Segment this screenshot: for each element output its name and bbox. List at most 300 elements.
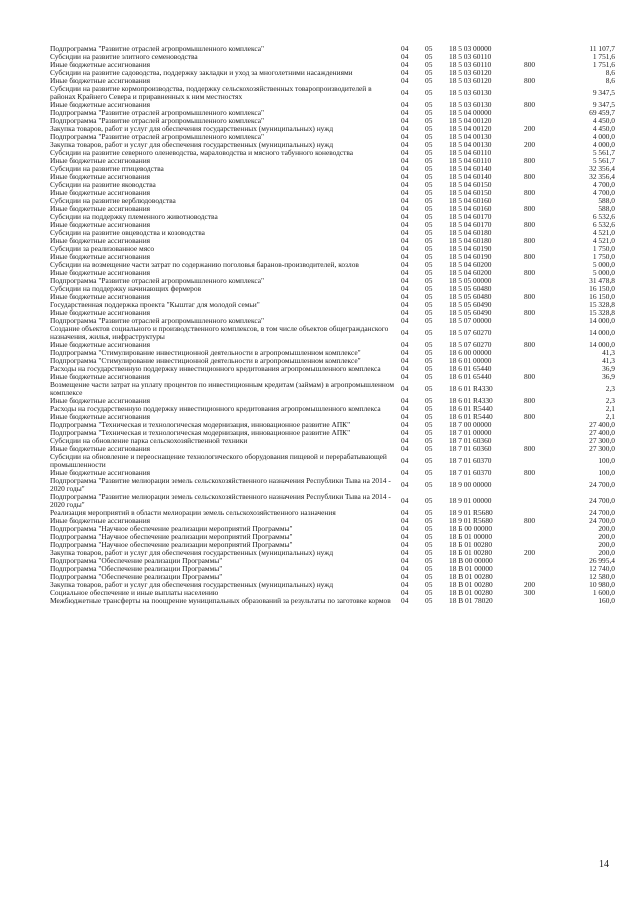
subsection-code-cell: 05 xyxy=(425,364,433,373)
amount-cell: 15 328,8 xyxy=(589,300,615,309)
section-code-cell: 04 xyxy=(401,100,409,109)
target-article-cell: 18 5 04 60200 xyxy=(449,268,492,277)
subsection-code-cell: 05 xyxy=(425,316,433,325)
expense-type-cell xyxy=(524,85,559,101)
amount-cell: 4 000,0 xyxy=(592,132,615,141)
section-code-cell: 04 xyxy=(401,496,409,505)
section-code-cell: 04 xyxy=(401,396,409,405)
section-code-cell: 04 xyxy=(401,172,409,181)
subsection-code-cell: 05 xyxy=(425,236,433,245)
expense-name-cell: Субсидии на развитие птицеводства xyxy=(50,164,164,173)
expense-type-cell xyxy=(524,565,559,573)
section-code-cell: 04 xyxy=(401,348,409,357)
amount-cell: 24 700,0 xyxy=(589,480,615,489)
target-article-cell: 18 5 03 60130 xyxy=(449,88,492,97)
target-article-cell: 18 Б 00 00000 xyxy=(449,524,493,533)
target-article-cell: 18 5 05 60490 xyxy=(449,308,492,317)
expense-type-cell: 800 xyxy=(524,340,536,349)
expense-name-cell: Расходы на государственную поддержку инвестиционного кредитования агропромышленного комплекса xyxy=(50,364,381,373)
subsection-code-cell: 05 xyxy=(425,428,433,437)
section-code-cell: 04 xyxy=(401,420,409,429)
target-article-cell: 18 5 04 60180 xyxy=(449,228,492,237)
target-article-cell: 18 5 04 00000 xyxy=(449,108,492,117)
target-article-cell: 18 6 01 R4330 xyxy=(449,384,493,393)
amount-cell: 100,0 xyxy=(598,456,615,465)
section-code-cell: 04 xyxy=(401,356,409,365)
section-code-cell: 04 xyxy=(401,516,409,525)
expense-name-cell: Иные бюджетные ассигнования xyxy=(50,516,151,525)
budget-table xyxy=(50,45,615,605)
subsection-code-cell: 05 xyxy=(425,88,433,97)
subsection-code-cell: 05 xyxy=(425,196,433,205)
expense-type-cell: 800 xyxy=(524,236,536,245)
expense-type-cell xyxy=(524,597,559,605)
amount-cell: 1 750,0 xyxy=(592,252,615,261)
amount-cell: 24 700,0 xyxy=(589,508,615,517)
expense-name-cell: Подпрограмма "Развитие отраслей агропромышленного комплекса" xyxy=(50,44,265,53)
expense-name-cell: Иные бюджетные ассигнования xyxy=(50,204,151,213)
subsection-code-cell: 05 xyxy=(425,456,433,465)
subsection-code-cell: 05 xyxy=(425,516,433,525)
section-code-cell: 04 xyxy=(401,220,409,229)
target-article-cell: 18 5 04 60140 xyxy=(449,172,492,181)
target-article-cell: 18 5 07 00000 xyxy=(449,316,492,325)
subsection-code-cell: 05 xyxy=(425,132,433,141)
amount-cell: 27 300,0 xyxy=(589,436,615,445)
expense-name-cell: Подпрограмма "Обеспечение реализации Программы" xyxy=(50,572,223,581)
section-code-cell: 04 xyxy=(401,140,409,149)
target-article-cell: 18 7 01 60360 xyxy=(449,436,492,445)
amount-cell: 200,0 xyxy=(598,524,615,533)
expense-type-cell xyxy=(524,525,559,533)
section-code-cell: 04 xyxy=(401,124,409,133)
amount-cell: 4 521,0 xyxy=(592,228,615,237)
section-code-cell: 04 xyxy=(401,548,409,557)
subsection-code-cell: 05 xyxy=(425,300,433,309)
section-code-cell: 04 xyxy=(401,268,409,277)
section-code-cell: 04 xyxy=(401,44,409,53)
subsection-code-cell: 05 xyxy=(425,580,433,589)
expense-name-cell: Субсидии на развитие кормопроизводства, поддержку сельскохозяйственных товаропроизводителей в районах Крайнего Севера и приравненных к ним местностях xyxy=(50,84,372,101)
target-article-cell: 18 6 00 00000 xyxy=(449,348,492,357)
expense-name-cell: Подпрограмма "Развитие мелиорации земель сельскохозяйственного назначения Республики Тыва на 2014 - 2020 годы" xyxy=(50,492,391,509)
target-article-cell: 18 5 03 60110 xyxy=(449,60,492,69)
expense-type-cell: 200 xyxy=(524,124,536,133)
target-article-cell: 18 5 04 60140 xyxy=(449,164,492,173)
expense-name-cell: Подпрограмма "Научное обеспечение реализации мероприятий Программы" xyxy=(50,540,293,549)
amount-cell: 4 000,0 xyxy=(592,140,615,149)
expense-name-cell: Субсидии на поддержку племенного животноводства xyxy=(50,212,218,221)
expense-name-cell: Закупка товаров, работ и услуг для обеспечения государственных (муниципальных) нужд xyxy=(50,124,334,133)
expense-type-cell xyxy=(524,493,559,509)
table-row xyxy=(50,477,615,493)
subsection-code-cell: 05 xyxy=(425,496,433,505)
section-code-cell: 04 xyxy=(401,180,409,189)
section-code-cell: 04 xyxy=(401,524,409,533)
expense-name-cell: Иные бюджетные ассигнования xyxy=(50,308,151,317)
target-article-cell: 18 7 00 00000 xyxy=(449,420,492,429)
target-article-cell: 18 5 03 60120 xyxy=(449,76,492,85)
amount-cell: 6 532,6 xyxy=(592,212,615,221)
amount-cell: 69 459,7 xyxy=(589,108,615,117)
amount-cell: 5 000,0 xyxy=(592,260,615,269)
amount-cell: 2,1 xyxy=(605,412,615,421)
section-code-cell: 04 xyxy=(401,76,409,85)
target-article-cell: 18 5 04 00120 xyxy=(449,116,492,125)
subsection-code-cell: 05 xyxy=(425,276,433,285)
section-code-cell: 04 xyxy=(401,308,409,317)
subsection-code-cell: 05 xyxy=(425,188,433,197)
section-code-cell: 04 xyxy=(401,428,409,437)
expense-name-cell: Иные бюджетные ассигнования xyxy=(50,100,151,109)
expense-name-cell: Субсидии на возмещение части затрат по содержанию поголовья баранов-производителей, козлов xyxy=(50,260,359,269)
section-code-cell: 04 xyxy=(401,456,409,465)
expense-type-cell: 800 xyxy=(524,172,536,181)
expense-type-cell: 800 xyxy=(524,516,536,525)
amount-cell: 4 521,0 xyxy=(592,236,615,245)
amount-cell: 8,6 xyxy=(605,68,615,77)
subsection-code-cell: 05 xyxy=(425,220,433,229)
subsection-code-cell: 05 xyxy=(425,252,433,261)
expense-name-cell: Субсидии на развитие верблюдоводства xyxy=(50,196,176,205)
target-article-cell: 18 9 01 R5680 xyxy=(449,508,493,517)
expense-type-cell: 800 xyxy=(524,412,536,421)
expense-name-cell: Субсидии на обновление и переоснащение технологического оборудования пищевой и перерабатывающей промышленности xyxy=(50,452,387,469)
expense-type-cell xyxy=(524,477,559,493)
target-article-cell: 18 5 04 60150 xyxy=(449,188,492,197)
section-code-cell: 04 xyxy=(401,588,409,597)
expense-type-cell: 200 xyxy=(524,580,536,589)
subsection-code-cell: 05 xyxy=(425,412,433,421)
expense-name-cell: Подпрограмма "Развитие отраслей агропромышленного комплекса" xyxy=(50,316,265,325)
subsection-code-cell: 05 xyxy=(425,244,433,253)
target-article-cell: 18 5 04 60190 xyxy=(449,252,492,261)
subsection-code-cell: 05 xyxy=(425,436,433,445)
section-code-cell: 04 xyxy=(401,148,409,157)
target-article-cell: 18 6 01 00000 xyxy=(449,356,492,365)
expense-name-cell: Иные бюджетные ассигнования xyxy=(50,60,151,69)
expense-name-cell: Закупка товаров, работ и услуг для обеспечения государственных (муниципальных) нужд xyxy=(50,548,334,557)
amount-cell: 9 347,5 xyxy=(592,100,615,109)
budget-table-body xyxy=(50,45,615,605)
expense-type-cell xyxy=(524,277,559,285)
section-code-cell: 04 xyxy=(401,480,409,489)
subsection-code-cell: 05 xyxy=(425,124,433,133)
expense-name-cell: Субсидии на развитие элитного семеноводства xyxy=(50,52,198,61)
target-article-cell: 18 5 04 00130 xyxy=(449,140,492,149)
amount-cell: 2,3 xyxy=(605,384,615,393)
section-code-cell: 04 xyxy=(401,108,409,117)
expense-type-cell: 800 xyxy=(524,372,536,381)
target-article-cell: 18 В 01 78020 xyxy=(449,596,493,605)
amount-cell: 200,0 xyxy=(598,532,615,541)
amount-cell: 5 561,7 xyxy=(592,148,615,157)
expense-name-cell: Субсидии на развитие яководства xyxy=(50,180,156,189)
target-article-cell: 18 6 01 R5440 xyxy=(449,412,493,421)
table-row xyxy=(50,597,615,605)
expense-type-cell xyxy=(524,109,559,117)
subsection-code-cell: 05 xyxy=(425,212,433,221)
expense-name-cell: Подпрограмма "Стимулирование инвестиционной деятельности в агропромышленном комплексе" xyxy=(50,356,361,365)
expense-type-cell: 800 xyxy=(524,220,536,229)
target-article-cell: 18 5 05 60490 xyxy=(449,300,492,309)
expense-type-cell: 800 xyxy=(524,252,536,261)
amount-cell: 27 300,0 xyxy=(589,444,615,453)
expense-name-cell: Иные бюджетные ассигнования xyxy=(50,444,151,453)
expense-type-cell xyxy=(524,357,559,365)
target-article-cell: 18 В 00 00000 xyxy=(449,556,493,565)
expense-name-cell: Субсидии за реализованное мясо xyxy=(50,244,155,253)
subsection-code-cell: 05 xyxy=(425,372,433,381)
expense-name-cell: Подпрограмма "Развитие мелиорации земель сельскохозяйственного назначения Республики Тыва на 2014 - 2020 годы" xyxy=(50,476,391,493)
amount-cell: 4 450,0 xyxy=(592,116,615,125)
subsection-code-cell: 05 xyxy=(425,44,433,53)
budget-table-page xyxy=(50,45,615,605)
expense-type-cell xyxy=(524,421,559,429)
amount-cell: 4 700,0 xyxy=(592,180,615,189)
amount-cell: 4 450,0 xyxy=(592,124,615,133)
expense-name-cell: Возмещение части затрат на уплату процентов по инвестиционным кредитам (займам) в агропромышленном комплексе xyxy=(50,380,395,397)
target-article-cell: 18 Б 01 00000 xyxy=(449,532,493,541)
amount-cell: 588,0 xyxy=(598,196,615,205)
expense-name-cell: Подпрограмма "Развитие отраслей агропромышленного комплекса" xyxy=(50,108,265,117)
amount-cell: 24 700,0 xyxy=(589,496,615,505)
subsection-code-cell: 05 xyxy=(425,564,433,573)
subsection-code-cell: 05 xyxy=(425,508,433,517)
subsection-code-cell: 05 xyxy=(425,340,433,349)
expense-name-cell: Иные бюджетные ассигнования xyxy=(50,268,151,277)
target-article-cell: 18 5 04 60170 xyxy=(449,220,492,229)
expense-type-cell: 800 xyxy=(524,468,536,477)
section-code-cell: 04 xyxy=(401,580,409,589)
target-article-cell: 18 5 04 60110 xyxy=(449,148,492,157)
target-article-cell: 18 5 04 00130 xyxy=(449,132,492,141)
amount-cell: 24 700,0 xyxy=(589,516,615,525)
expense-name-cell: Иные бюджетные ассигнования xyxy=(50,340,151,349)
expense-name-cell: Подпрограмма "Техническая и технологическая модернизация, инновационное развитие АПК" xyxy=(50,428,351,437)
target-article-cell: 18 5 04 60190 xyxy=(449,244,492,253)
section-code-cell: 04 xyxy=(401,236,409,245)
target-article-cell: 18 Б 01 00280 xyxy=(449,548,493,557)
amount-cell: 12 740,0 xyxy=(589,564,615,573)
target-article-cell: 18 5 04 60110 xyxy=(449,156,492,165)
target-article-cell: 18 5 04 60180 xyxy=(449,236,492,245)
section-code-cell: 04 xyxy=(401,572,409,581)
amount-cell: 14 000,0 xyxy=(589,316,615,325)
section-code-cell: 04 xyxy=(401,156,409,165)
subsection-code-cell: 05 xyxy=(425,108,433,117)
expense-name-cell: Подпрограмма "Обеспечение реализации Программы" xyxy=(50,564,223,573)
table-row xyxy=(50,381,615,397)
expense-type-cell xyxy=(524,381,559,397)
page-number: 14 xyxy=(599,859,609,870)
expense-type-cell: 200 xyxy=(524,140,536,149)
target-article-cell: 18 5 03 60130 xyxy=(449,100,492,109)
expense-type-cell: 800 xyxy=(524,188,536,197)
amount-cell: 160,0 xyxy=(598,596,615,605)
expense-type-cell: 800 xyxy=(524,156,536,165)
amount-cell: 27 400,0 xyxy=(589,428,615,437)
target-article-cell: 18 В 01 00280 xyxy=(449,580,493,589)
expense-name-cell: Социальное обеспечение и иные выплаты населению xyxy=(50,588,219,597)
subsection-code-cell: 05 xyxy=(425,76,433,85)
target-article-cell: 18 9 01 00000 xyxy=(449,496,492,505)
section-code-cell: 04 xyxy=(401,556,409,565)
expense-type-cell: 300 xyxy=(524,588,536,597)
target-article-cell: 18 5 04 60170 xyxy=(449,212,492,221)
expense-type-cell xyxy=(524,325,559,341)
subsection-code-cell: 05 xyxy=(425,556,433,565)
section-code-cell: 04 xyxy=(401,284,409,293)
expense-name-cell: Подпрограмма "Развитие отраслей агропромышленного комплекса" xyxy=(50,132,265,141)
amount-cell: 41,3 xyxy=(602,348,615,357)
subsection-code-cell: 05 xyxy=(425,60,433,69)
target-article-cell: 18 7 01 60360 xyxy=(449,444,492,453)
target-article-cell: 18 6 01 R4330 xyxy=(449,396,493,405)
section-code-cell: 04 xyxy=(401,188,409,197)
target-article-cell: 18 В 01 00280 xyxy=(449,572,493,581)
amount-cell: 26 995,4 xyxy=(589,556,615,565)
expense-name-cell: Иные бюджетные ассигнования xyxy=(50,468,151,477)
subsection-code-cell: 05 xyxy=(425,52,433,61)
target-article-cell: 18 5 07 60270 xyxy=(449,340,492,349)
target-article-cell: 18 5 07 60270 xyxy=(449,328,492,337)
expense-type-cell xyxy=(524,317,559,325)
section-code-cell: 04 xyxy=(401,52,409,61)
amount-cell: 9 347,5 xyxy=(592,88,615,97)
expense-type-cell: 800 xyxy=(524,60,536,69)
expense-type-cell xyxy=(524,557,559,565)
expense-name-cell: Государственная поддержка проекта "Кыштаг для молодой семьи" xyxy=(50,300,260,309)
amount-cell: 32 356,4 xyxy=(589,172,615,181)
subsection-code-cell: 05 xyxy=(425,468,433,477)
expense-name-cell: Иные бюджетные ассигнования xyxy=(50,236,151,245)
expense-name-cell: Расходы на государственную поддержку инвестиционного кредитования агропромышленного комплекса xyxy=(50,404,381,413)
table-row xyxy=(50,493,615,509)
expense-name-cell: Закупка товаров, работ и услуг для обеспечения государственных (муниципальных) нужд xyxy=(50,580,334,589)
section-code-cell: 04 xyxy=(401,540,409,549)
subsection-code-cell: 05 xyxy=(425,284,433,293)
target-article-cell: 18 5 04 60160 xyxy=(449,204,492,213)
amount-cell: 11 107,7 xyxy=(589,44,615,53)
expense-type-cell: 800 xyxy=(524,444,536,453)
amount-cell: 100,0 xyxy=(598,468,615,477)
section-code-cell: 04 xyxy=(401,292,409,301)
section-code-cell: 04 xyxy=(401,436,409,445)
target-article-cell: 18 5 04 00120 xyxy=(449,124,492,133)
subsection-code-cell: 05 xyxy=(425,480,433,489)
section-code-cell: 04 xyxy=(401,252,409,261)
subsection-code-cell: 05 xyxy=(425,156,433,165)
amount-cell: 2,1 xyxy=(605,404,615,413)
subsection-code-cell: 05 xyxy=(425,172,433,181)
amount-cell: 41,3 xyxy=(602,356,615,365)
subsection-code-cell: 05 xyxy=(425,204,433,213)
subsection-code-cell: 05 xyxy=(425,116,433,125)
section-code-cell: 04 xyxy=(401,532,409,541)
amount-cell: 1 751,6 xyxy=(592,52,615,61)
expense-type-cell: 800 xyxy=(524,292,536,301)
target-article-cell: 18 5 04 60200 xyxy=(449,260,492,269)
section-code-cell: 04 xyxy=(401,132,409,141)
subsection-code-cell: 05 xyxy=(425,420,433,429)
amount-cell: 36,9 xyxy=(602,364,615,373)
subsection-code-cell: 05 xyxy=(425,228,433,237)
section-code-cell: 04 xyxy=(401,88,409,97)
section-code-cell: 04 xyxy=(401,316,409,325)
expense-type-cell xyxy=(524,45,559,53)
expense-type-cell xyxy=(524,453,559,469)
expense-name-cell: Подпрограмма "Научное обеспечение реализации мероприятий Программы" xyxy=(50,524,293,533)
expense-name-cell: Реализация мероприятий в области мелиорации земель сельскохозяйственного назначения xyxy=(50,508,336,517)
section-code-cell: 04 xyxy=(401,412,409,421)
subsection-code-cell: 05 xyxy=(425,100,433,109)
amount-cell: 588,0 xyxy=(598,204,615,213)
target-article-cell: 18 5 05 60480 xyxy=(449,292,492,301)
section-code-cell: 04 xyxy=(401,372,409,381)
amount-cell: 1 600,0 xyxy=(592,588,615,597)
subsection-code-cell: 05 xyxy=(425,180,433,189)
subsection-code-cell: 05 xyxy=(425,404,433,413)
amount-cell: 4 700,0 xyxy=(592,188,615,197)
expense-name-cell: Подпрограмма "Техническая и технологическая модернизация, инновационное развитие АПК" xyxy=(50,420,351,429)
target-article-cell: 18 5 05 60480 xyxy=(449,284,492,293)
section-code-cell: 04 xyxy=(401,596,409,605)
subsection-code-cell: 05 xyxy=(425,268,433,277)
amount-cell: 5 561,7 xyxy=(592,156,615,165)
target-article-cell: 18 9 01 R5680 xyxy=(449,516,493,525)
subsection-code-cell: 05 xyxy=(425,348,433,357)
table-row xyxy=(50,453,615,469)
expense-name-cell: Закупка товаров, работ и услуг для обеспечения государственных (муниципальных) нужд xyxy=(50,140,334,149)
subsection-code-cell: 05 xyxy=(425,540,433,549)
amount-cell: 2,3 xyxy=(605,396,615,405)
subsection-code-cell: 05 xyxy=(425,572,433,581)
section-code-cell: 04 xyxy=(401,468,409,477)
section-code-cell: 04 xyxy=(401,212,409,221)
section-code-cell: 04 xyxy=(401,384,409,393)
expense-name-cell: Иные бюджетные ассигнования xyxy=(50,188,151,197)
amount-cell: 14 000,0 xyxy=(589,328,615,337)
section-code-cell: 04 xyxy=(401,164,409,173)
section-code-cell: 04 xyxy=(401,204,409,213)
target-article-cell: 18 В 01 00280 xyxy=(449,588,493,597)
target-article-cell: 18 9 00 00000 xyxy=(449,480,492,489)
section-code-cell: 04 xyxy=(401,228,409,237)
section-code-cell: 04 xyxy=(401,404,409,413)
subsection-code-cell: 05 xyxy=(425,444,433,453)
amount-cell: 16 150,0 xyxy=(589,292,615,301)
amount-cell: 10 980,0 xyxy=(589,580,615,589)
amount-cell: 200,0 xyxy=(598,540,615,549)
amount-cell: 31 478,8 xyxy=(589,276,615,285)
expense-name-cell: Иные бюджетные ассигнования xyxy=(50,396,151,405)
amount-cell: 14 000,0 xyxy=(589,340,615,349)
amount-cell: 200,0 xyxy=(598,548,615,557)
target-article-cell: 18 5 04 60160 xyxy=(449,196,492,205)
target-article-cell: 18 5 05 00000 xyxy=(449,276,492,285)
expense-name-cell: Подпрограмма "Развитие отраслей агропромышленного комплекса" xyxy=(50,276,265,285)
expense-name-cell: Иные бюджетные ассигнования xyxy=(50,292,151,301)
subsection-code-cell: 05 xyxy=(425,308,433,317)
section-code-cell: 04 xyxy=(401,260,409,269)
section-code-cell: 04 xyxy=(401,508,409,517)
amount-cell: 12 580,0 xyxy=(589,572,615,581)
target-article-cell: 18 7 01 60370 xyxy=(449,456,492,465)
subsection-code-cell: 05 xyxy=(425,260,433,269)
target-article-cell: 18 Б 01 00280 xyxy=(449,540,493,549)
target-article-cell: 18 7 01 60370 xyxy=(449,468,492,477)
